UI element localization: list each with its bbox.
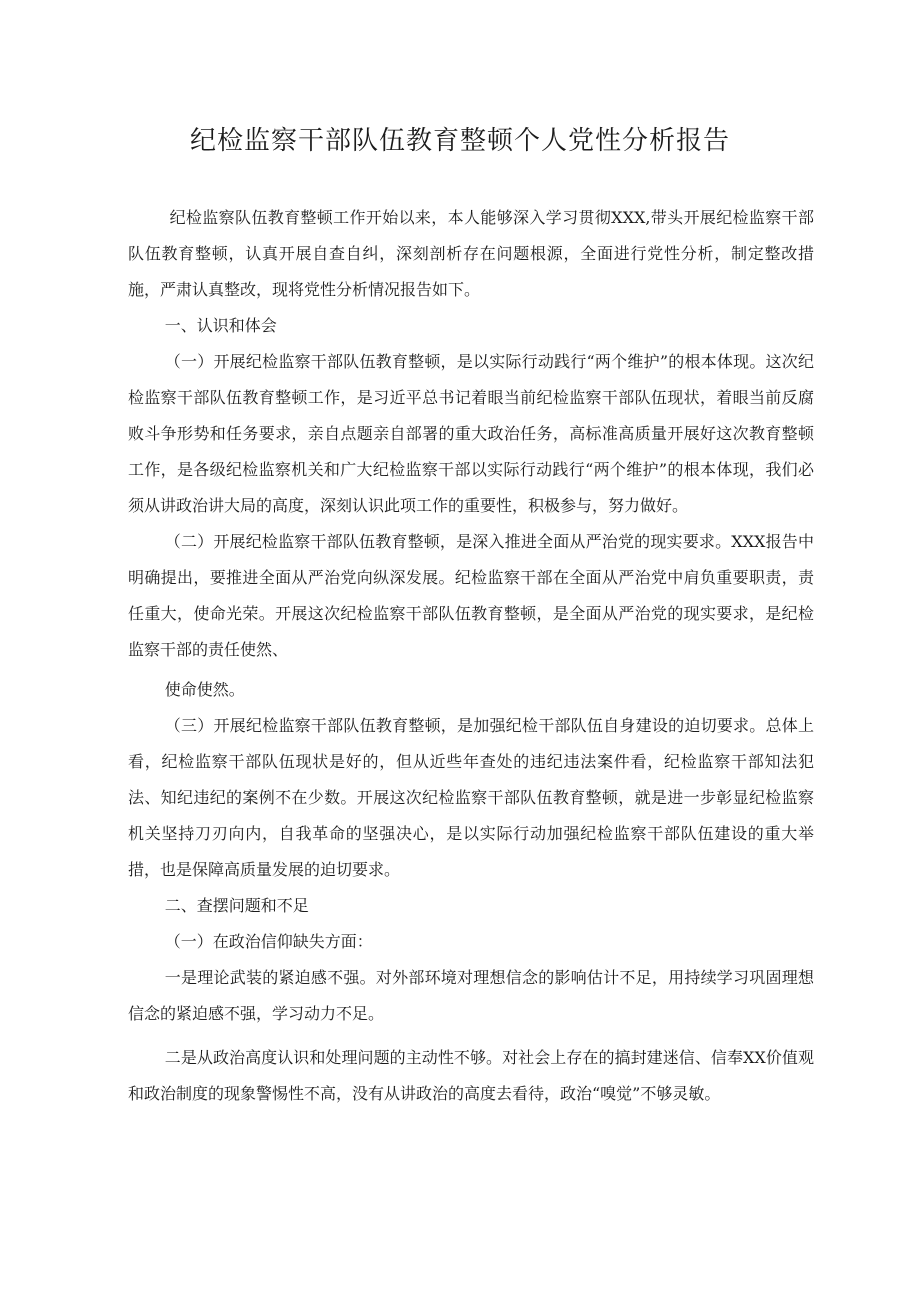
paragraph-2-1-a: 一是理论武装的紧迫感不强。对外部环境对理想信念的影响估计不足，用持续学习巩固理想信念的紧迫感不强，学习动力不足。: [128, 968, 814, 1023]
paragraph-1-2-continued: 使命使然。: [164, 680, 245, 699]
paragraph-1-1: （一）开展纪检监察干部队伍教育整顿，是以实际行动践行“两个维护”的根本体现。这次纪检监察干部队伍教育整顿工作，是习近平总书记着眼当前纪检监察干部队伍现状，着眼当前反腐败斗争形势和任务要求，亲自点题亲自部署的重大政治任务，高标准高质量开展好这次教育整顿工作，是各级纪检监察机关和广大纪检监察干部以实际行动践行“两个维护”的根本体现，我们必须从讲政治讲大局的高度，深刻认识此项工作的重要性，积极参与，努力做好。: [128, 352, 814, 515]
paragraph-2-1-b: 二是从政治高度认识和处理问题的主动性不够。对社会上存在的搞封建迷信、信奉XX价值观和政治制度的现象警惕性不高，没有从讲政治的高度去看待，政治“嗅觉”不够灵敏。: [128, 1048, 814, 1103]
section-heading-1: 一、认识和体会: [164, 316, 277, 335]
document-title: 纪检监察干部队伍教育整顿个人党性分析报告: [189, 126, 730, 156]
document-body: [128, 200, 814, 1112]
section-heading-2: 二、查摆问题和不足: [164, 896, 309, 915]
paragraph-1-2: （二）开展纪检监察干部队伍教育整顿，是深入推进全面从严治党的现实要求。XXX报告中明确提出，要推进全面从严治党向纵深发展。纪检监察干部在全面从严治党中肩负重要职责，责任重大，使命光荣。开展这次纪检监察干部队伍教育整顿，是全面从严治党的现实要求，是纪检监察干部的责任使然、: [128, 532, 814, 659]
intro-paragraph: 纪检监察队伍教育整顿工作开始以来，本人能够深入学习贯彻XXX,带头开展纪检监察干部队伍教育整顿，认真开展自查自纠，深刻剖析存在问题根源，全面进行党性分析，制定整改措施，严肃认真整改，现将党性分析情况报告如下。: [128, 208, 814, 299]
subheading-2-1: （一）在政治信仰缺失方面：: [164, 932, 373, 951]
paragraph-1-3: （三）开展纪检监察干部队伍教育整顿，是加强纪检干部队伍自身建设的迫切要求。总体上看，纪检监察干部队伍现状是好的，但从近些年查处的违纪违法案件看，纪检监察干部知法犯法、知纪违纪的案例不在少数。开展这次纪检监察干部队伍教育整顿，就是进一步彰显纪检监察机关坚持刀刃向内，自我革命的坚强决心，是以实际行动加强纪检监察干部队伍建设的重大举措，也是保障高质量发展的迫切要求。: [128, 716, 814, 879]
